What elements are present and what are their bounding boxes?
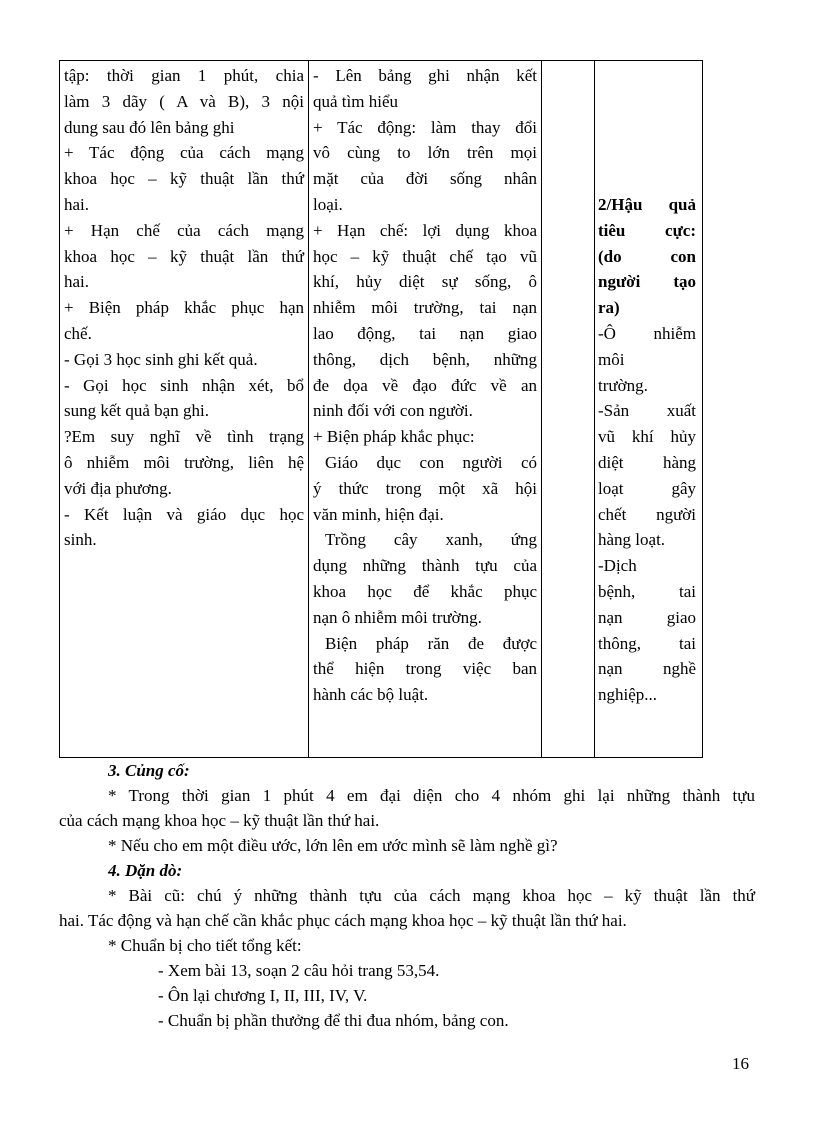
student-activity-cell (309, 61, 542, 758)
text-line: nghiệp... (598, 685, 658, 705)
empty-cell (542, 61, 595, 758)
text-line: hàng loạt. (598, 530, 666, 550)
text-line: vũ khí hủy (598, 427, 696, 447)
text-line: + Hạn chế của cách mạng (64, 220, 304, 240)
paragraph-line: - Ôn lại chương I, II, III, IV, V. (158, 986, 368, 1005)
paragraph-line: - Xem bài 13, soạn 2 câu hỏi trang 53,54. (158, 961, 440, 980)
text-line: - Gọi 3 học sinh ghi kết quả. (64, 349, 258, 369)
paragraph-line: - Chuẩn bị phần thưởng để thi đua nhóm, bảng con. (158, 1011, 509, 1030)
text-line: nạn ô nhiễm môi trường. (313, 607, 482, 627)
text-line: + Tác động: làm thay đổi (313, 117, 537, 137)
text-line: ?Em suy nghĩ về tình trạng (64, 427, 304, 447)
text-line: hai. (64, 272, 90, 292)
text-line: ninh đối với con người. (313, 401, 473, 421)
text-line: mặt của đời sống nhân (313, 169, 537, 189)
paragraph-line: * Bài cũ: chú ý những thành tựu của cách mạng khoa học – kỹ thuật lần thứ (108, 886, 755, 905)
text-line: dung sau đó lên bảng ghi (64, 117, 235, 137)
text-line: làm 3 dãy ( A và B), 3 nội (64, 91, 304, 111)
text-line: loại. (313, 194, 343, 214)
text-line: thông, dịch bệnh, những (313, 349, 537, 369)
text-line: Giáo dục con người có (325, 452, 537, 472)
text-line: dụng những thành tựu của (313, 556, 537, 576)
consolidation-section (59, 758, 755, 858)
text-line: quả tìm hiểu (313, 91, 398, 111)
text-line: bệnh, tai (598, 581, 696, 601)
text-line: + Biện pháp khắc phục hạn (64, 298, 304, 318)
text-line: diệt hàng (598, 452, 696, 472)
text-line: ý thức trong một xã hội (313, 478, 537, 498)
paragraph-line: * Chuẩn bị cho tiết tổng kết: (108, 936, 302, 955)
homework-section (59, 858, 755, 1033)
text-line: ô nhiễm môi trường, liên hệ (64, 452, 304, 472)
heading-line: 2/Hậu quả (598, 195, 696, 214)
section-heading: 3. Củng cố: (108, 761, 190, 780)
paragraph-line: hai. Tác động và hạn chế cần khắc phục cách mạng khoa học – kỹ thuật lần thứ hai. (59, 911, 627, 930)
text-line: - Lên bảng ghi nhận kết (313, 66, 537, 85)
text-line: nạn giao (598, 607, 696, 627)
section-heading: 4. Dặn dò: (108, 861, 183, 880)
text-line: + Biện pháp khắc phục: (313, 427, 475, 447)
page-number: 16 (732, 1054, 749, 1073)
text-line: khoa học để khắc phục (313, 581, 537, 601)
text-line: Trồng cây xanh, ứng (325, 530, 537, 550)
text-line: tập: thời gian 1 phút, chia (64, 66, 304, 85)
text-line: loạt gây (598, 478, 696, 498)
text-line: thông, tai (598, 633, 696, 653)
text-line: văn minh, hiện đại. (313, 504, 444, 524)
text-line: -Dịch (598, 556, 637, 576)
text-line: hành các bộ luật. (313, 685, 429, 705)
text-line: trường. (598, 375, 648, 395)
text-line: vô cùng to lớn trên mọi (313, 143, 537, 163)
text-line: lao động, tai nạn giao (313, 323, 537, 343)
text-line: học – kỹ thuật chế tạo vũ (313, 246, 537, 266)
text-line: -Ô nhiễm (598, 323, 696, 343)
content-cell (595, 61, 703, 758)
heading-line: tiêu cực: (598, 220, 696, 240)
text-line: môi (598, 349, 625, 369)
heading-line: ra) (598, 298, 620, 318)
text-line: hai. (64, 194, 90, 214)
heading-line: người tạo (598, 272, 696, 292)
text-line: khoa học – kỹ thuật lần thứ (64, 246, 304, 266)
text-line: chết người (598, 504, 696, 524)
text-line: sung kết quả bạn ghi. (64, 401, 209, 421)
text-line: chế. (64, 323, 92, 343)
text-line: nhiễm môi trường, tai nạn (313, 298, 537, 318)
text-line: + Tác động của cách mạng (64, 143, 304, 163)
text-line: khí, hủy diệt sự sống, ô (313, 272, 537, 292)
text-line: + Hạn chế: lợi dụng khoa (313, 220, 537, 240)
text-line: Biện pháp răn đe được (325, 633, 537, 653)
text-line: sinh. (64, 530, 97, 550)
text-line: -Sản xuất (598, 401, 696, 421)
lesson-table (59, 60, 703, 758)
text-line: khoa học – kỹ thuật lần thứ (64, 169, 304, 189)
text-line: - Kết luận và giáo dục học (64, 504, 304, 524)
paragraph-line: * Nếu cho em một điều ước, lớn lên em ước mình sẽ làm nghề gì? (108, 836, 558, 855)
paragraph-line: của cách mạng khoa học – kỹ thuật lần thứ hai. (59, 811, 380, 830)
text-line: nạn nghề (598, 659, 696, 679)
paragraph-line: * Trong thời gian 1 phút 4 em đại diện cho 4 nhóm ghi lại những thành tựu (108, 786, 755, 805)
text-line: đe dọa về đạo đức về an (313, 375, 537, 395)
heading-line: (do con (598, 246, 696, 266)
text-line: - Gọi học sinh nhận xét, bổ (64, 375, 304, 395)
text-line: với địa phương. (64, 478, 172, 498)
spacer (598, 63, 696, 192)
text-line: thể hiện trong việc ban (313, 659, 537, 679)
table-row (60, 61, 703, 758)
teacher-activity-cell (60, 61, 309, 758)
